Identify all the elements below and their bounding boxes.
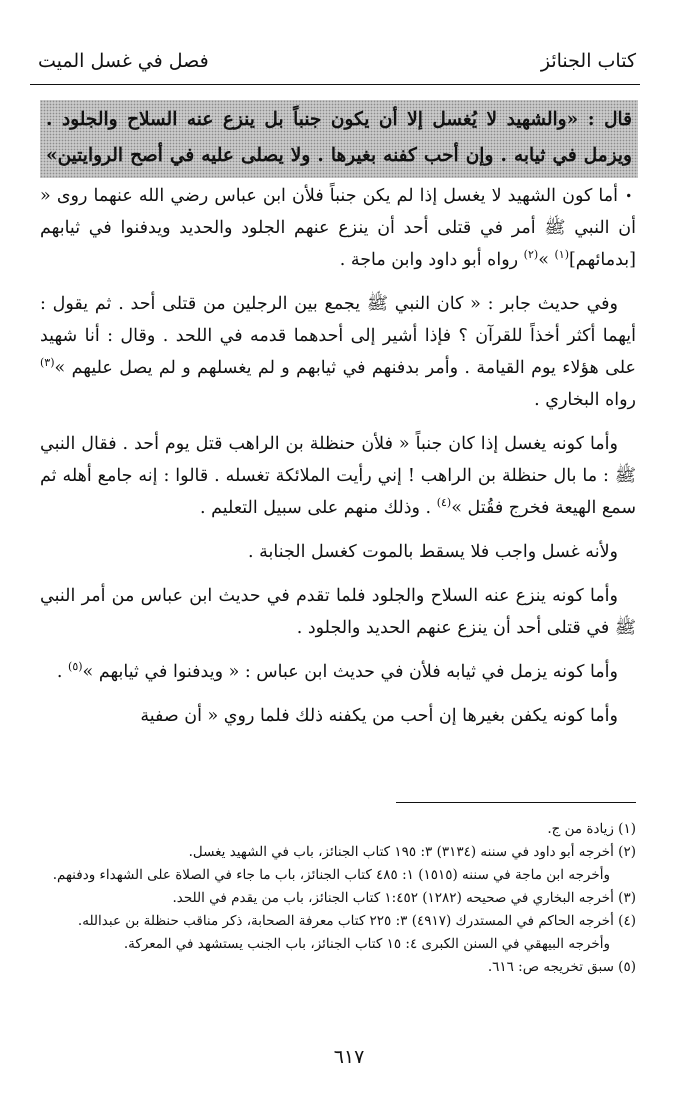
header-divider [30,84,640,85]
paragraph-jabir: وفي حديث جابر : « كان النبي ﷺ يجمع بين الرجلين من قتلى أحد . ثم يقول : أيهما أكثر أخذاً للقرآن ؟ فإذا أشير إلى أحدهما قدمه في اللحد . وقال : أنا شهيد على هؤلاء يوم القيامة . وأمر بدفنهم في ثيابهم و لم يغسلهم و لم يصل عليهم »$^{(٣)}$ رواه البخاري . [40,294,636,410]
footnote-ref-1: (١) [554,248,569,262]
paragraph-remove-weapons: وأما كونه ينزع عنه السلاح والجلود فلما تقدم في حديث ابن عباس من أمر النبي ﷺ في قتلى أحد أن ينزع عنهم الحديد والجلود . [40,586,636,638]
footnote-2: (٢) أخرجه أبو داود في سننه (٣١٣٤) ٣: ١٩٥ كتاب الجنائز، باب في الشهيد يغسل. [188,844,636,860]
footnote-5: (٥) سبق تخريجه ص: ٦١٦. [487,959,636,975]
running-header-book-title: كتاب الجنائز [540,50,636,72]
footnote-ref-5: (٥) [68,660,83,674]
footnote-ref-2: (٢) [523,248,539,262]
paragraph-shroud-other: وأما كونه يكفن بغيرها إن أحب من يكفنه ذلك فلما روي « أن صفية [140,706,618,726]
footnote-ref-3: (٣) [40,356,55,370]
matn-text: قال : «والشهيد لا يُغسل إلا أن يكون جنباً بل ينزع عنه السلاح والجلود . ويزمل في ثيابه . وإن أحب كفنه بغيرها . ولا يصلى عليه في أصح الروايتين» . [46,109,632,202]
footnote-ref-4: (٤) [436,496,452,510]
footnotes [40,818,636,979]
footnote-4-continued: وأخرجه البيهقي في السنن الكبرى ٤: ١٥ كتاب الجنائز، باب الجنب يستشهد في المعركة. [123,936,610,952]
paragraph-wrap-clothes: وأما كونه يزمل في ثيابه فلأن في حديث ابن عباس : « ويدفنوا في ثيابهم »$^{(٥)}$ . [56,660,618,682]
page-number: ٦١٧ [333,1046,365,1068]
footnote-3: (٣) أخرجه البخاري في صحيحه (١٢٨٢) ١:٤٥٢ كتاب الجنائز، باب من يقدم في اللحد. [172,890,636,906]
footnote-1: (١) زيادة من ج. [547,821,636,837]
paragraph-ghusl-wajib: ولأنه غسل واجب فلا يسقط بالموت كغسل الجنابة . [248,542,618,562]
commentary-body [40,180,636,744]
paragraph-ibn-abbas: أما كون الشهيد لا يغسل إذا لم يكن جنباً فلأن ابن عباس رضي الله عنهما روى « أن النبي ﷺ أمر في قتلى أحد أن ينزع عنهم الجلود والحديد ويدفنوا في ثيابهم [بدمائهم]$^{(١)}$ »$^{(٢)}$ رواه أبو داود وابن ماجة . [40,186,636,270]
footnote-2-continued: وأخرجه ابن ماجة في سننه (١٥١٥) ١: ٤٨٥ كتاب الجنائز، باب ما جاء في الصلاة على الشهداء ودفنهم. [52,867,610,883]
running-header-section-title: فصل في غسل الميت [38,50,209,72]
matn-highlighted-block [40,100,638,202]
footnote-divider [396,802,636,803]
footnote-4: (٤) أخرجه الحاكم في المستدرك (٤٩١٧) ٣: ٢٢٥ كتاب معرفة الصحابة، ذكر مناقب حنظلة بن عبدالله. [77,913,636,929]
paragraph-hanzala: وأما كونه يغسل إذا كان جنباً « فلأن حنظلة بن الراهب قتل يوم أحد . فقال النبي ﷺ : ما بال حنظلة بن الراهب ! إني رأيت الملائكة تغسله . قالوا : إنه جامع أهله ثم سمع الهيعة فخرج فقُتل »$^{(٤)}$ . وذلك منهم على سبيل التعليم . [40,434,636,518]
